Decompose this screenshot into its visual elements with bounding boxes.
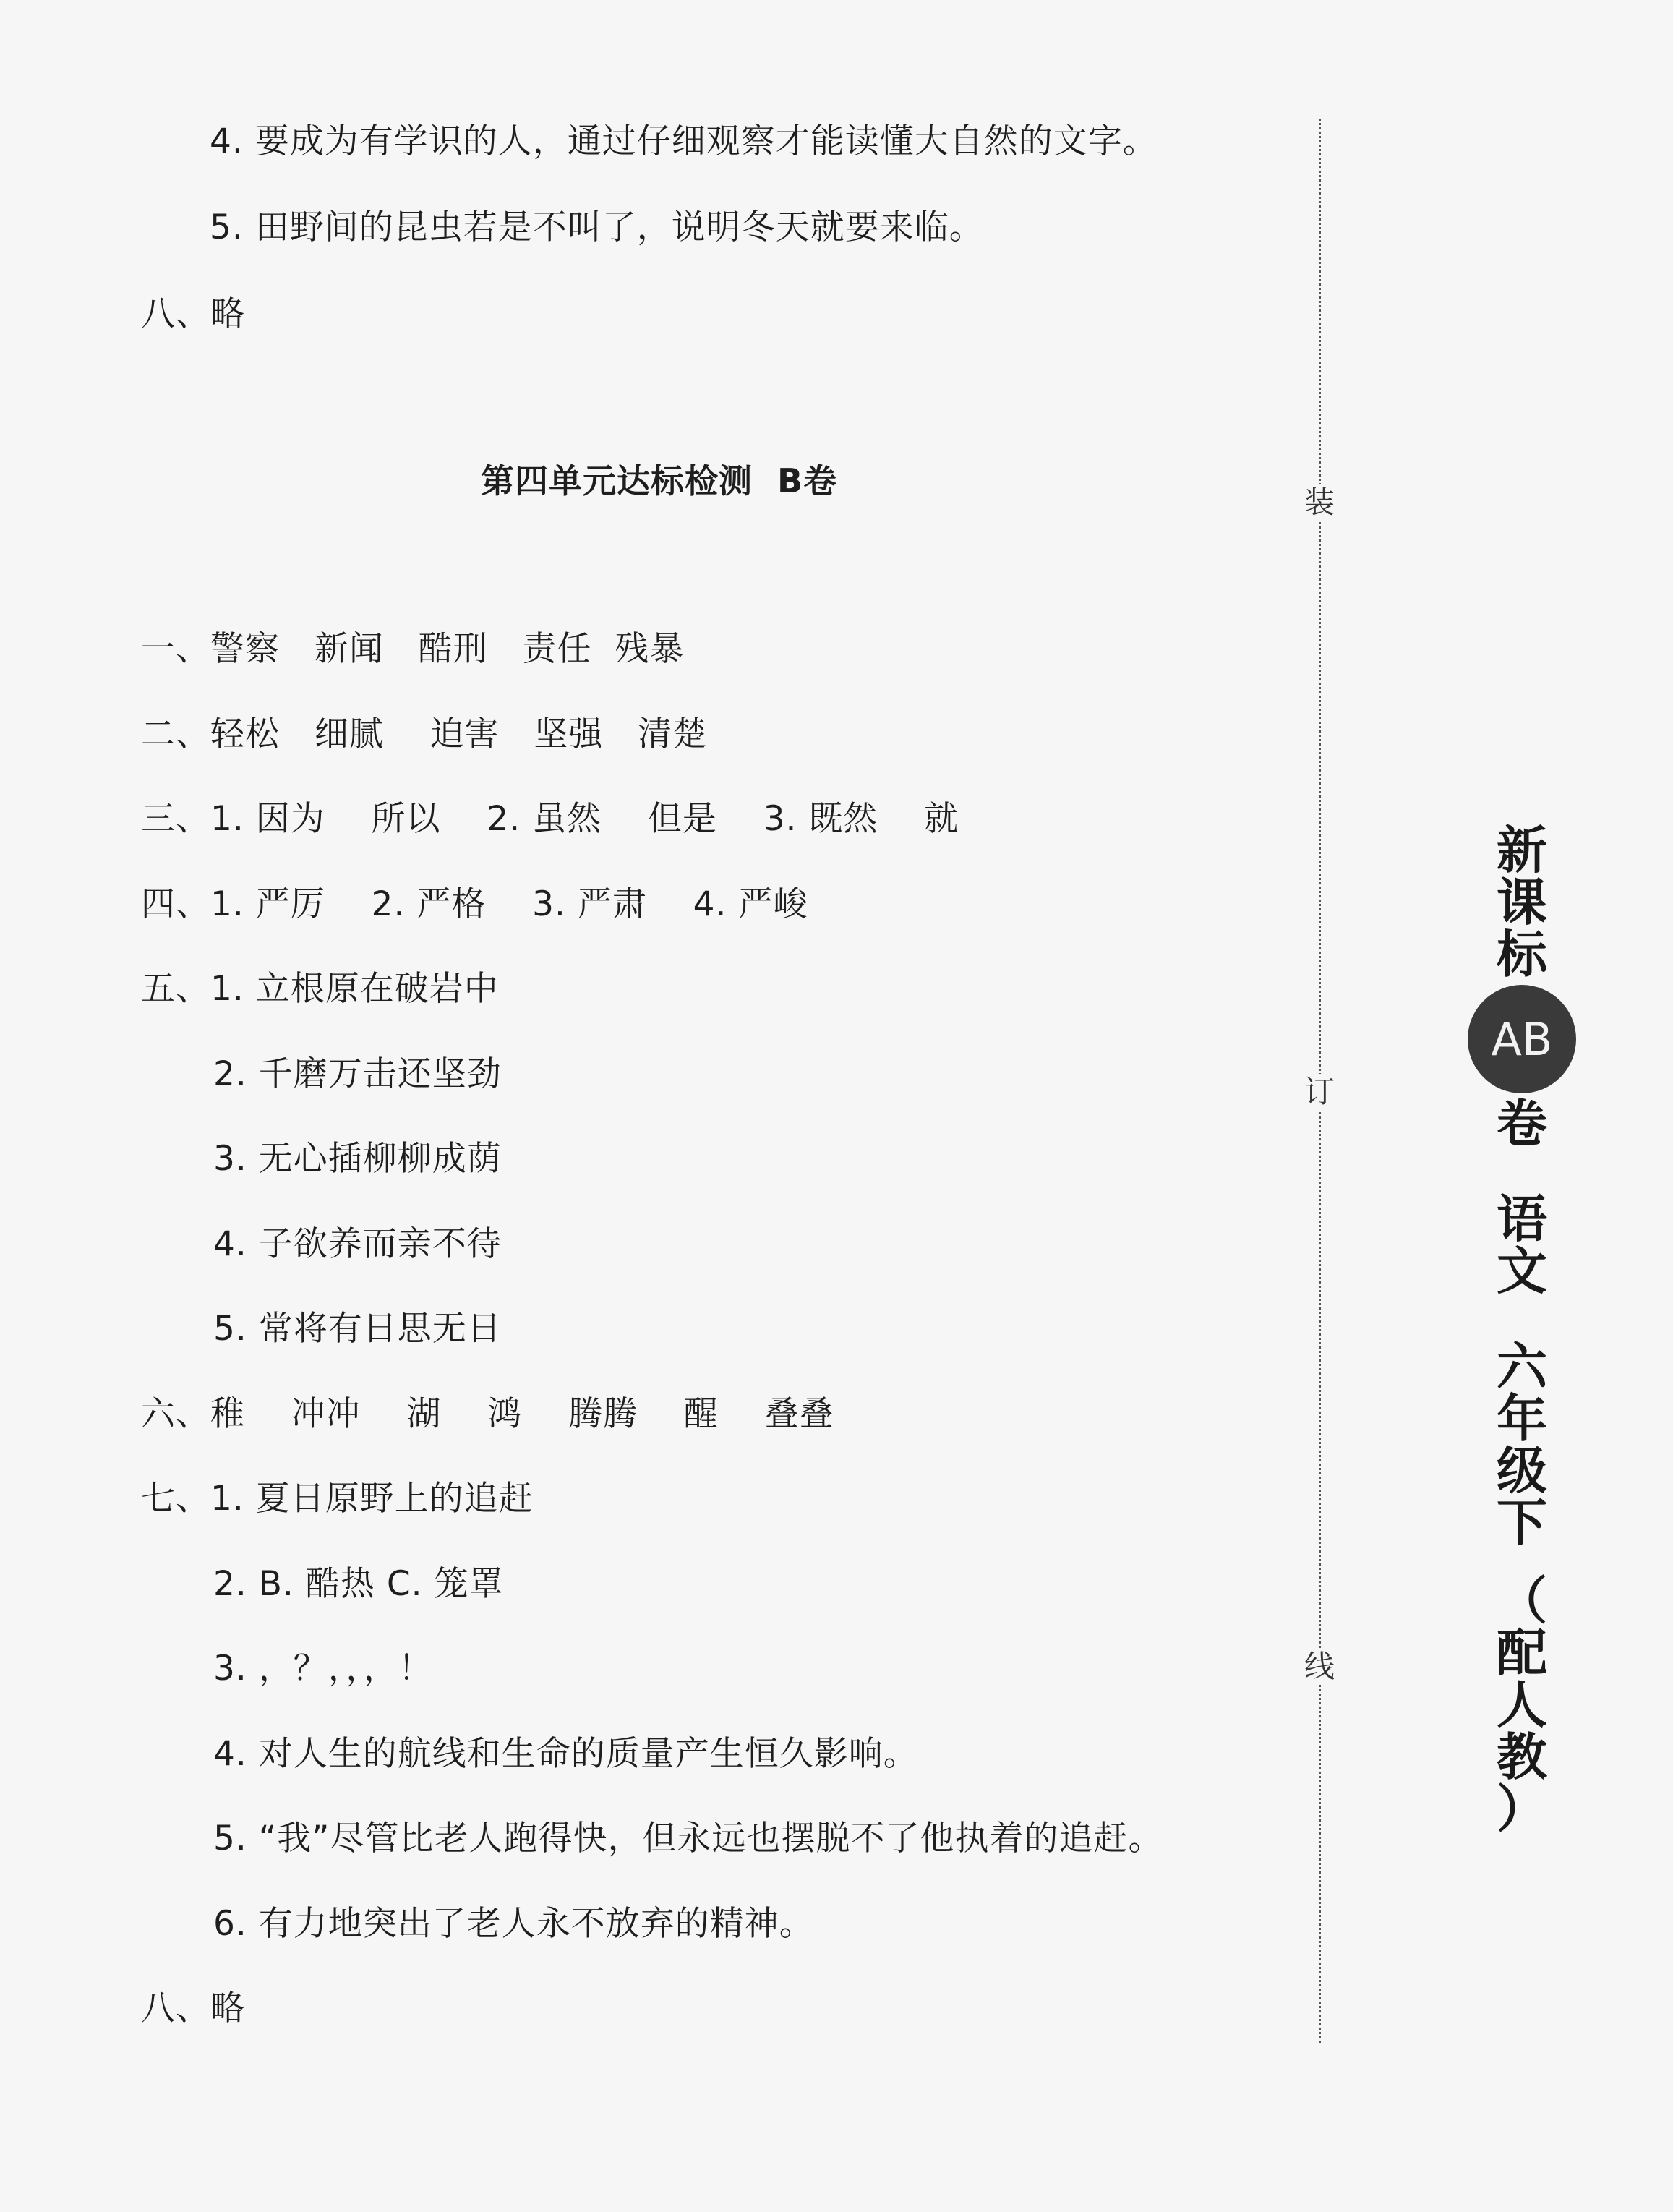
binding-mark-ding: 订	[1301, 1074, 1338, 1110]
spine-grade-char: 级	[1497, 1441, 1547, 1500]
answer-q3: 三、1. 因为 所以 2. 虽然 但是 3. 既然 就	[141, 799, 959, 839]
spine-edition-char: （	[1497, 1571, 1547, 1631]
answer-line-5: 5. 田野间的昆虫若是不叫了，说明冬天就要来临。	[210, 208, 984, 247]
spine-title-char: 标	[1497, 925, 1547, 984]
answer-q5-4: 4. 子欲养而亲不待	[213, 1224, 502, 1264]
answer-q7-3: 3. ，？，，，！	[213, 1649, 433, 1688]
answer-q7-2: 2. B. 酷热 C. 笼罩	[213, 1564, 504, 1604]
spine-title-char: 课	[1497, 873, 1547, 932]
spine-edition-char: ）	[1497, 1780, 1547, 1839]
answer-q5-5: 5. 常将有日思无日	[213, 1309, 502, 1349]
spine-title-char: 新	[1497, 821, 1547, 880]
ab-badge-logo: AB	[1468, 985, 1576, 1093]
spine-edition-char: 人	[1497, 1675, 1547, 1735]
spine-edition-char: 配	[1497, 1623, 1547, 1683]
answer-section-8: 八、略	[141, 294, 245, 334]
spine-edition-char: 教	[1497, 1728, 1547, 1787]
section-title: 第四单元达标检测 B卷	[481, 461, 838, 500]
answer-q4: 四、1. 严厉 2. 严格 3. 严肃 4. 严峻	[141, 884, 808, 924]
answer-q6: 六、稚 冲冲 湖 鸿 腾腾 醒 叠叠	[141, 1394, 834, 1434]
answer-q5-3: 3. 无心插柳柳成荫	[213, 1139, 502, 1179]
answer-q7-6: 6. 有力地突出了老人永不放弃的精神。	[213, 1904, 814, 1944]
answer-q5-1: 五、1. 立根原在破岩中	[141, 969, 499, 1009]
spine-grade-char: 年	[1497, 1389, 1547, 1448]
answer-q5-2: 2. 千磨万击还坚劲	[213, 1054, 502, 1094]
spine-juan-char: 卷	[1497, 1094, 1547, 1153]
answer-q7-5: 5. “我”尽管比老人跑得快，但永远也摆脱不了他执着的追赶。	[213, 1819, 1163, 1858]
book-spine-label	[1475, 821, 1569, 1839]
spine-grade-char: 下	[1497, 1493, 1547, 1553]
answer-q2: 二、轻松 细腻 迫害 坚强 清楚	[141, 714, 708, 754]
answer-q7-1: 七、1. 夏日原野上的追赶	[141, 1479, 534, 1519]
binding-mark-xian: 线	[1301, 1649, 1338, 1685]
answer-q8: 八、略	[141, 1989, 245, 2028]
answer-q7-4: 4. 对人生的航线和生命的质量产生恒久影响。	[213, 1734, 918, 1774]
spine-subject-char: 文	[1497, 1242, 1547, 1301]
spine-subject-char: 语	[1497, 1190, 1547, 1249]
binding-mark-zhuang: 装	[1301, 484, 1338, 521]
spine-grade-char: 六	[1497, 1337, 1547, 1396]
answer-q1: 一、警察 新闻 酷刑 责任 残暴	[141, 629, 685, 669]
answer-line-4: 4. 要成为有学识的人，通过仔细观察才能读懂大自然的文字。	[210, 121, 1158, 161]
